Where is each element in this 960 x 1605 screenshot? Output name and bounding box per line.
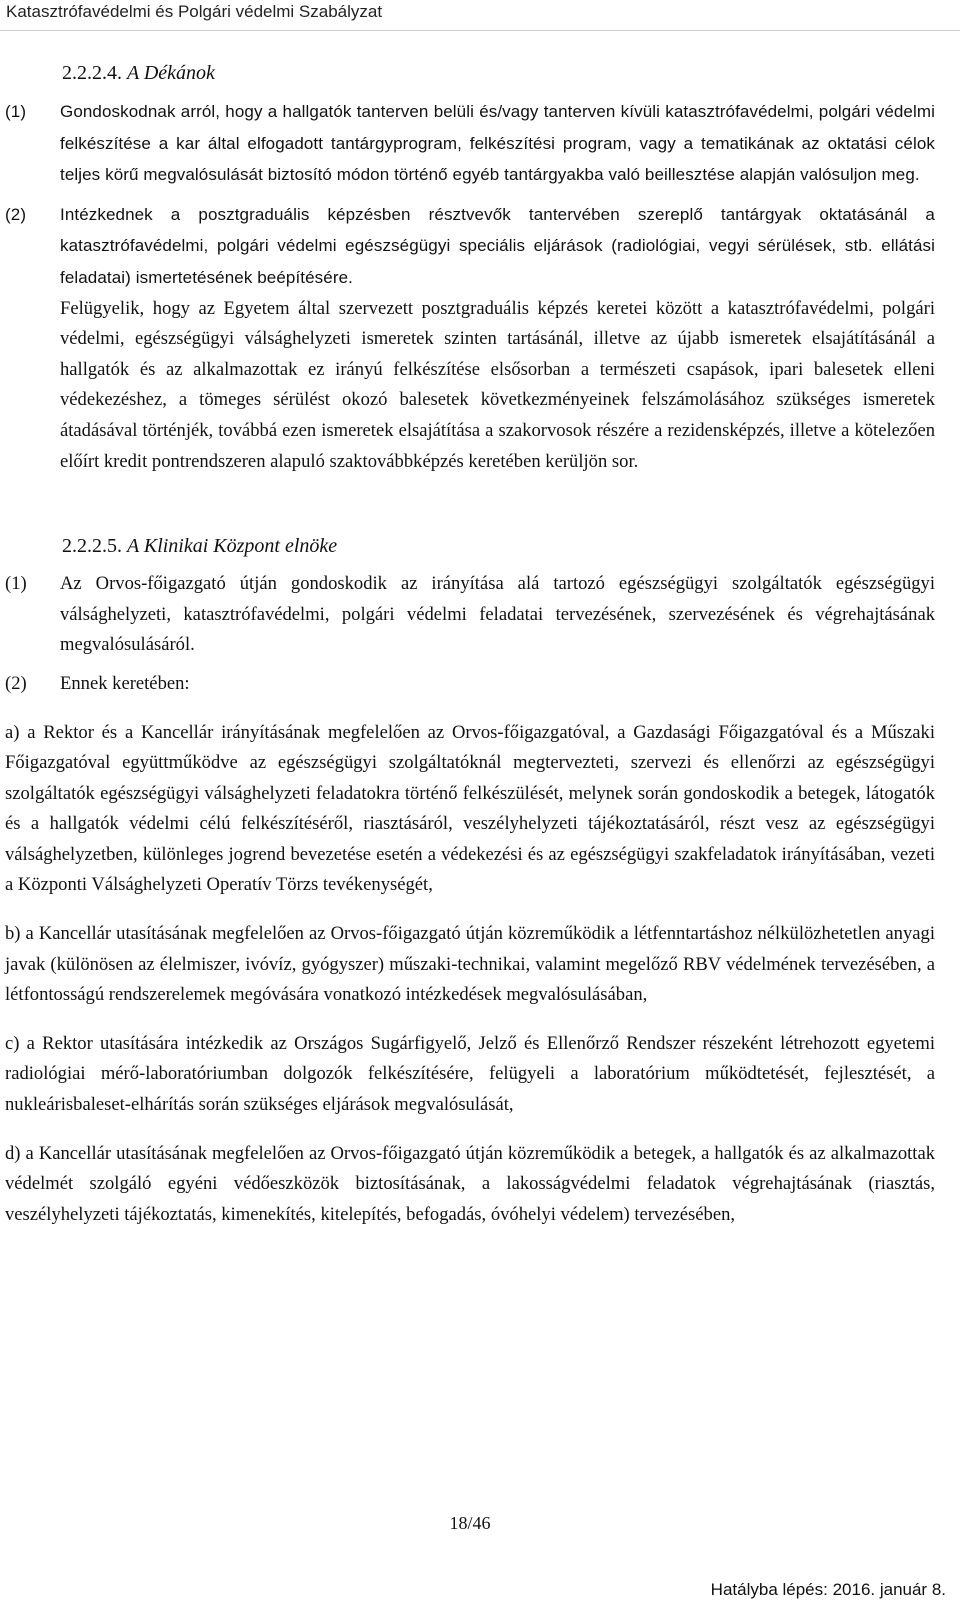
page-number: 18/46: [449, 1513, 491, 1533]
paragraph-text: Az Orvos-főigazgató útján gondoskodik az irányítása alá tartozó egészségügyi szolgáltatók egészségügyi válsághelyzeti, katasztrófavédelmi, polgári védelmi feladatai tervezésének, szervezésének és végrehajtásának megvalósulásáról.: [60, 573, 935, 656]
effective-date: Hatályba lépés: 2016. január 8.: [710, 1580, 946, 1599]
page-header: [0, 0, 960, 31]
section-number: 2.2.2.5.: [62, 535, 122, 558]
paragraph-number: (2): [5, 204, 27, 224]
paragraph-text: Ennek keretében:: [60, 672, 190, 694]
section-heading-deans: [5, 58, 935, 88]
paragraph-text: Intézkednek a posztgraduális képzésben résztvevők tantervében szereplő tantárgyak oktatásánál a katasztrófavédelmi, polgári védelmi egészségügyi speciális eljárások (radiológiai, vegyi sérülések, stb. ellátási feladatai) ismertetésének beépítésére.: [60, 204, 935, 287]
section-title: A Dékánok: [127, 62, 215, 84]
paragraph-text: Felügyelik, hogy az Egyetem által szervezett posztgraduális képzés keretei között a katasztrófavédelmi, polgári védelmi, egészségügyi válsághelyzeti ismeretek szinten tartásánál, illetve az újabb ismeretek elsajátításánál a hallgatók és az alkalmazottak ez irányú felkészítése elsősorban a természeti csapások, ipari balesetek elleni védekezéshez, a tömeges sérülést okozó balesetek következményeinek felszámolásához szükséges ismeretek átadásával történjék, továbbá ezen ismeretek elsajátítása a szakorvosok részére a rezidensképzés, illetve a kötelezően előírt kredit pontrendszeren alapuló szaktovábbképzés keretében kerüljön sor.: [60, 297, 935, 472]
document-title: Katasztrófavédelmi és Polgári védelmi Szabályzat: [6, 2, 383, 21]
list-item-a: a) a Rektor és a Kancellár irányításának megfelelően az Orvos-főigazgatóval, a Gazdasági Főigazgatóval és a Műszaki Főigazgatóval együttműködve az egészségügyi szolgáltatóknál megtervezteti, szervezi és ellenőrzi az egészségügyi szolgáltatók egészségügyi válsághelyzeti feladatokra történő felkészülését, melynek során gondoskodik a betegek, látogatók és a hallgatók védelmi célú felkészítéséről, riasztásáról, veszélyhelyzeti tájékoztatásáról, részt vesz az egészségügyi válsághelyzetben, különleges jogrend bevezetése esetén a védekezési és az egészségügyi szakfeladatok irányításában, vezeti a Központi Válsághelyzeti Operatív Törzs tevékenységét,: [5, 721, 935, 896]
paragraph-number: (1): [5, 573, 27, 595]
paragraph-2: [5, 199, 935, 294]
paragraph-2-continued: [5, 294, 935, 478]
paragraph-number: (1): [5, 102, 27, 121]
section-title: A Klinikai Központ elnöke: [127, 535, 338, 558]
list-item-b: b) a Kancellár utasításának megfelelően az Orvos-főigazgató útján közreműködik a létfenntartáshoz nélkülözhetetlen anyagi javak (különösen az élelmiszer, ivóvíz, gyógyszer) műszaki-technikai, valamint megelőző RBV védelmének tervezésében, a létfontosságú rendszerelemek megóvására vonatkozó intézkedések megvalósulásában,: [5, 923, 935, 1006]
section-number: 2.2.2.4.: [62, 62, 122, 84]
list-item-d: d) a Kancellár utasításának megfelelően az Orvos-főigazgató útján közreműködik a betegek, a hallgatók és az alkalmazottak védelmét szolgáló egyéni védőeszközök biztosításának, a lakosságvédelmi feladatok végrehajtásának (riasztás, veszélyhelyzeti tájékoztatás, kimenekítés, kitelepítés, befogadás, óvóhelyi védelem) tervezésében,: [5, 1142, 935, 1225]
paragraph-1: [5, 96, 935, 191]
list-item-c: c) a Rektor utasítására intézkedik az Országos Sugárfigyelő, Jelző és Ellenőrző Rendszer részeként létrehozott egyetemi radiológiai mérő-laboratóriumban dolgozók felkészítésére, felügyeli a laboratórium működtetését, fejlesztését, a nukleárisbaleset-elhárítás során szükséges eljárások megvalósulását,: [5, 1032, 935, 1116]
paragraph-number: (2): [5, 672, 27, 694]
paragraph-2: [5, 669, 935, 700]
paragraph-text: Gondoskodnak arról, hogy a hallgatók tanterven belüli és/vagy tanterven kívüli katasztrófavédelmi, polgári védelmi felkészítése a kar által elfogadott tantárgyprogram, felkészítési program, vagy a tematikának az oktatási célok teljes körű megvalósulását biztosító módon történő egyéb tantárgyakba való beillesztése alapján valósuljon meg.: [60, 102, 935, 185]
paragraph-1: [5, 569, 935, 661]
section-heading-clinical-center: [5, 531, 935, 561]
document-body: [5, 58, 935, 1230]
